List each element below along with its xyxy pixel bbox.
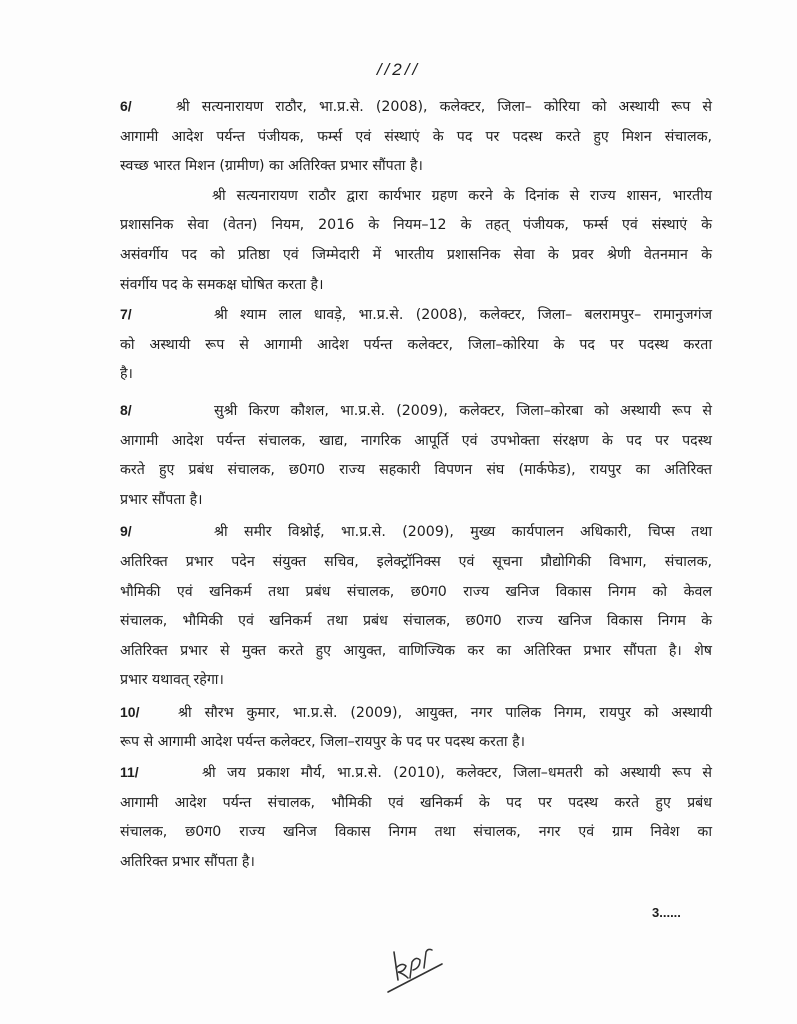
text-line: 6/ श्री सत्यनारायण राठौर, भा.प्र.से. (2008), कलेक्टर, जिला– कोरिया को अस्थायी रूप से [120,92,712,123]
paragraph-number: 10/ [120,703,140,720]
order-paragraph-7 [120,300,712,390]
paragraph-number: 9/ [120,523,132,540]
order-paragraph-8 [120,396,712,515]
text-line: श्री सत्यनारायण राठौर द्वारा कार्यभार ग्रहण करने के दिनांक से राज्य शासन, भारतीय [212,187,712,204]
paragraph-number: 8/ [120,401,132,418]
text-line: आगामी आदेश पर्यन्त पंजीयक, फर्म्स एवं संस्थाएं के पद पर पदस्थ करते हुए मिशन संचालक, [120,128,712,145]
text-line: अतिरिक्त प्रभार सौंपता है। [120,853,255,870]
handwritten-signature [380,938,450,998]
paragraph-number: 7/ [120,306,132,323]
paragraph-number: 11/ [120,764,139,781]
text-line: अतिरिक्त प्रभार से मुक्त करते हुए आयुक्त, वाणिज्यिक कर का अतिरिक्त प्रभार सौंपता है। शेष [120,642,712,659]
text-line: स्वच्छ भारत मिशन (ग्रामीण) का अतिरिक्त प्रभार सौंपता है। [120,158,423,175]
order-paragraph-6-declaration [120,182,712,300]
text-line: है। [120,366,133,383]
text-line: प्रभार यथावत् रहेगा। [120,672,224,689]
text-line: प्रभार सौंपता है। [120,491,203,508]
text-line: 9/ श्री समीर विश्नोई, भा.प्र.से. (2009), मुख्य कार्यपालन अधिकारी, चिप्स तथा [120,517,712,548]
text-line: 11/ श्री जय प्रकाश मौर्य, भा.प्र.से. (2010), कलेक्टर, जिला–धमतरी को अस्थायी रूप से [120,758,712,789]
text-line: को अस्थायी रूप से आगामी आदेश पर्यन्त कलेक्टर, जिला–कोरिया के पद पर पदस्थ करता [120,336,712,353]
page-number-marker: //2// [376,60,421,79]
text-line: भौमिकी एवं खनिकर्म तथा प्रबंध संचालक, छ0ग0 राज्य खनिज विकास निगम को केवल [120,583,712,600]
order-paragraph-9 [120,517,712,696]
order-paragraph-11 [120,758,712,877]
order-paragraph-6 [120,92,712,182]
text-line: 7/ श्री श्याम लाल धावड़े, भा.प्र.से. (2008), कलेक्टर, जिला– बलरामपुर– रामानुजगंज [120,300,712,331]
text-line: रूप से आगामी आदेश पर्यन्त कलेक्टर, जिला–रायपुर के पद पर पदस्थ करता है। [120,734,526,751]
text-line: आगामी आदेश पर्यन्त संचालक, खाद्य, नागरिक आपूर्ति एवं उपभोक्ता संरक्षण के पद पर पदस्थ [120,432,712,449]
paragraph-number: 6/ [120,98,132,114]
text-line: प्रशासनिक सेवा (वेतन) नियम, 2016 के नियम–12 के तहत् पंजीयक, फर्म्स एवं संस्थाएं के [120,217,712,234]
continuation-marker: 3...... [652,905,681,920]
text-line: 8/ सुश्री किरण कौशल, भा.प्र.से. (2009), कलेक्टर, जिला–कोरबा को अस्थायी रूप से [120,396,712,427]
text-line: असंवर्गीय पद को प्रतिष्ठा एवं जिम्मेदारी में भारतीय प्रशासनिक सेवा के प्रवर श्रेणी वेतनमान के [120,246,712,263]
text-line: संवर्गीय पद के समकक्ष घोषित करता है। [120,276,324,293]
text-line: अतिरिक्त प्रभार पदेन संयुक्त सचिव, इलेक्ट्रॉनिक्स एवं सूचना प्रौद्योगिकी विभाग, संचालक, [120,553,712,570]
document-body [120,92,712,877]
text-line: करते हुए प्रबंध संचालक, छ0ग0 राज्य सहकारी विपणन संघ (मार्कफेड), रायपुर का अतिरिक्त [120,462,712,479]
text-line: आगामी आदेश पर्यन्त संचालक, भौमिकी एवं खनिकर्म के पद पर पदस्थ करते हुए प्रबंध [120,794,712,811]
text-line: संचालक, छ0ग0 राज्य खनिज विकास निगम तथा संचालक, नगर एवं ग्राम निवेश का [120,824,712,841]
text-line: 10/ श्री सौरभ कुमार, भा.प्र.से. (2009), आयुक्त, नगर पालिक निगम, रायपुर को अस्थायी [120,698,712,729]
text-line: संचालक, भौमिकी एवं खनिकर्म तथा प्रबंध संचालक, छ0ग0 राज्य खनिज विकास निगम के [120,613,712,630]
order-paragraph-10 [120,698,712,758]
